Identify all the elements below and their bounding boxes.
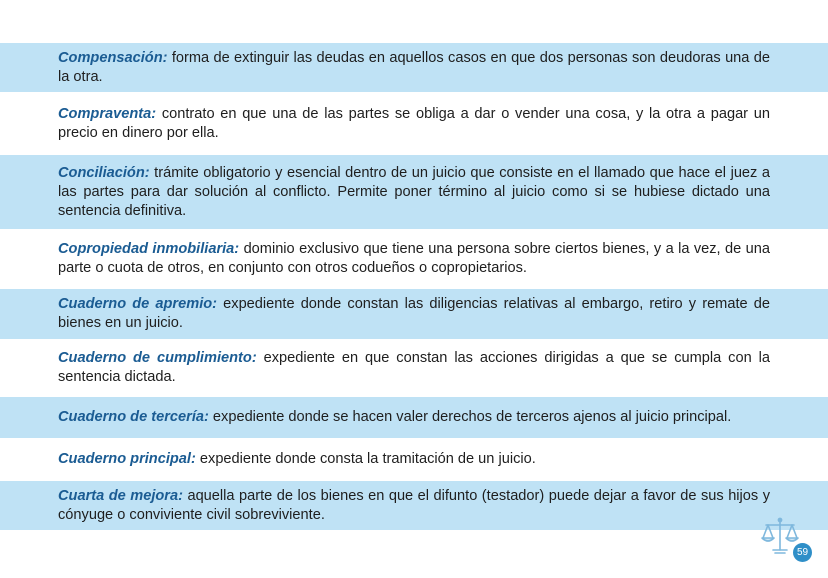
glossary-definition: expediente donde constan las diligencias relativas al embargo, retiro y remate de bienes en un juicio. [58,296,770,331]
glossary-entry [0,438,828,481]
glossary-entry [0,397,828,438]
glossary-term: Copropiedad inmobiliaria: [58,241,240,257]
glossary-definition: expediente donde se hacen valer derechos de terceros ajenos al juicio principal. [212,409,732,425]
glossary-definition: aquella parte de los bienes en que el difunto (testador) puede dejar a favor de sus hijos y cónyuge o conviviente civil sobreviviente. [58,487,770,523]
glossary-entry [0,43,828,92]
glossary-term: Cuaderno principal: [58,451,196,467]
glossary-term: Cuarta de mejora: [58,487,183,504]
glossary-definition: expediente en que constan las acciones dirigidas a que se cumpla con la sentencia dictada. [58,350,770,385]
page-footer [760,516,812,562]
glossary-term: Cuaderno de cumplimiento: [58,350,257,366]
glossary-entry [0,229,828,289]
glossary-definition: contrato en que una de las partes se obliga a dar o vender una cosa, y la otra a pagar un precio en dinero por ella. [58,105,770,141]
glossary-list [0,43,828,530]
glossary-term: Cuaderno de tercería: [58,409,209,425]
page-number: 59 [793,543,812,562]
glossary-entry [0,155,828,229]
glossary-term: Compensación: [58,49,168,66]
glossary-term: Cuaderno de apremio: [58,296,218,312]
glossary-definition: expediente donde consta la tramitación de un juicio. [199,451,536,467]
glossary-entry [0,481,828,530]
glossary-definition: trámite obligatorio y esencial dentro de un juicio que consiste en el llamado que hace el juez a las partes para dar solución al conflicto. Permite poner término al juicio como si se hubiese dictado una sentencia definitiva. [58,164,770,219]
glossary-entry [0,289,828,339]
glossary-entry [0,92,828,155]
glossary-definition: forma de extinguir las deudas en aquellos casos en que dos personas son deudoras una de la otra. [58,49,770,85]
glossary-entry [0,339,828,397]
glossary-term: Compraventa: [58,105,157,122]
glossary-definition: dominio exclusivo que tiene una persona sobre ciertos bienes, y a la vez, de una parte o cuota de otros, en conjunto con otros codueños o copropietarios. [58,241,770,276]
glossary-term: Conciliación: [58,164,150,181]
